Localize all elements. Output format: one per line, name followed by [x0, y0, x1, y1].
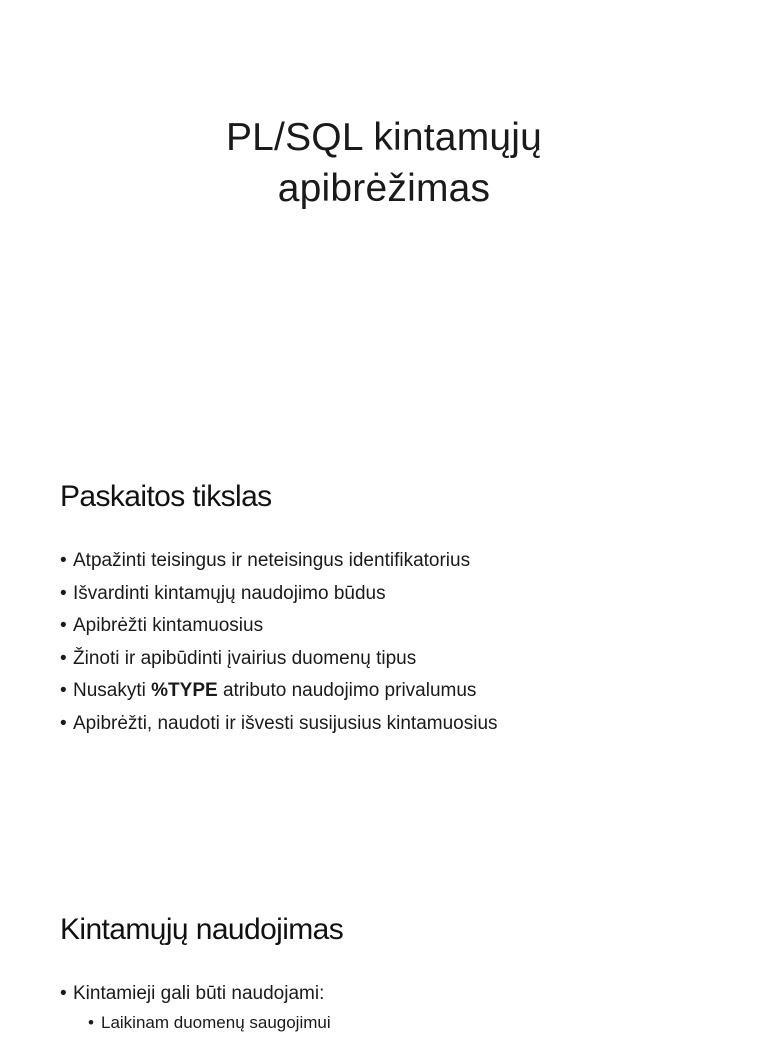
sub-list-item: • Laikinam duomenų saugojimui — [88, 1008, 331, 1038]
usage-heading: Kintamųjų naudojimas — [60, 913, 344, 946]
title-slide — [0, 112, 768, 214]
list-item: • Atpažinti teisingus ir neteisingus identifikatorius — [60, 545, 498, 578]
list-item — [60, 675, 498, 708]
type-attribute-keyword: %TYPE — [151, 680, 218, 701]
objectives-heading: Paskaitos tikslas — [60, 480, 272, 513]
list-item: • Kintamieji gali būti naudojami: — [60, 978, 324, 1011]
list-item: • Žinoti ir apibūdinti įvairius duomenų tipus — [60, 643, 498, 676]
title-line-2: apibrėžimas — [277, 167, 491, 210]
list-item: • Išvardinti kintamųjų naudojimo būdus — [60, 578, 498, 611]
list-item-text: atributo naudojimo privalumus — [217, 680, 477, 701]
title-line-1: PL/SQL kintamųjų — [225, 116, 543, 159]
list-item: • Apibrėžti, naudoti ir išvesti susijusius kintamuosius — [60, 708, 498, 741]
usage-list — [60, 978, 324, 1011]
objectives-list — [60, 545, 498, 740]
list-item-text: Nusakyti — [73, 680, 152, 701]
usage-sub-list — [88, 1008, 331, 1038]
list-item: • Apibrėžti kintamuosius — [60, 610, 498, 643]
